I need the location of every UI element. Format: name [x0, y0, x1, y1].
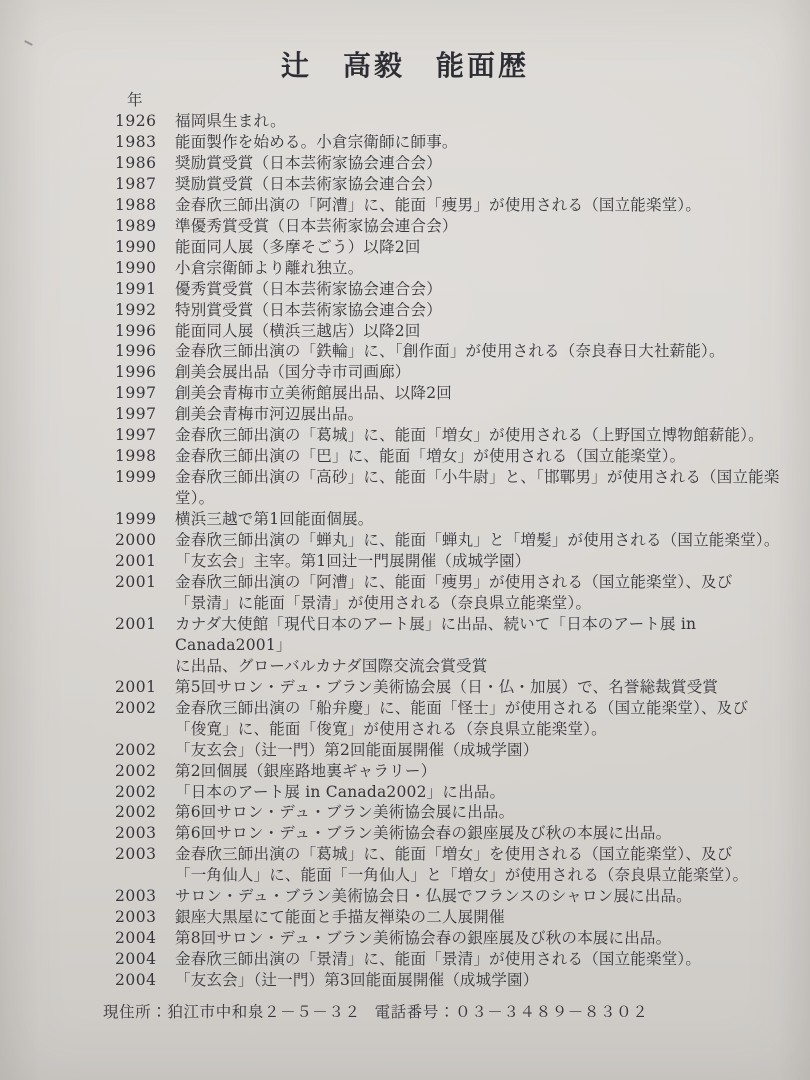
entry-year: 2004 — [115, 971, 157, 990]
entry-row — [115, 949, 780, 970]
entry-row — [115, 970, 780, 991]
entry-text: 金春欣三師出演の「巴」に、能面「増女」が使用される（国立能楽堂）。 — [175, 447, 686, 466]
entry-text: 能面同人展（横浜三越店）以降2回 — [175, 321, 421, 340]
entry-year: 2001 — [115, 614, 157, 633]
entry-text: 「日本のアート展 in Canada2002」に出品。 — [175, 782, 506, 801]
entry-row — [115, 886, 780, 907]
entry-year: 1988 — [115, 195, 157, 214]
entry-row — [115, 404, 780, 425]
page-title: 辻 高毅 能面歴 — [280, 49, 529, 82]
entry-row — [115, 216, 780, 237]
entry-year: 1996 — [115, 321, 157, 340]
entry-row — [115, 300, 780, 321]
entry-text: 金春欣三師出演の「蝉丸」に、能面「蝉丸」と「増髪」が使用される（国立能楽堂）。 — [175, 531, 780, 550]
entry-year: 1987 — [115, 174, 157, 193]
entry-year: 1997 — [115, 405, 157, 424]
entry-year: 1999 — [115, 468, 157, 487]
entry-text: 金春欣三師出演の「阿漕」に、能面「痩男」が使用される（国立能楽堂）、及び 「景清」に能面「景清」が使用される（奈良県立能楽堂）。 — [175, 572, 733, 612]
entry-year: 1997 — [115, 384, 157, 403]
entry-year: 1996 — [115, 342, 157, 361]
entry-row — [115, 572, 780, 614]
entry-year: 2004 — [115, 929, 157, 948]
entry-year: 2003 — [115, 824, 157, 843]
entry-year: 2002 — [115, 740, 157, 759]
entry-text: 準優秀賞受賞（日本芸術家協会連合会） — [175, 216, 458, 235]
entry-row — [115, 362, 780, 383]
entry-row — [115, 425, 780, 446]
entry-text: 「友玄会」主宰。第1回辻一門展開催（成城学園） — [175, 552, 531, 571]
entry-row — [115, 174, 780, 195]
entry-text: 創美会展出品（国分寺市司画廊） — [175, 363, 411, 382]
entry-year: 1992 — [115, 300, 157, 319]
entry-row — [115, 195, 780, 216]
entry-text: 第6回サロン・デュ・ブラン美術協会春の銀座展及び秋の本展に出品。 — [175, 824, 672, 843]
entry-year: 1997 — [115, 426, 157, 445]
entry-row — [115, 677, 780, 698]
entry-text: サロン・デュ・ブラン美術協会日・仏展でフランスのシャロン展に出品。 — [175, 887, 692, 906]
entry-text: 創美会青梅市河辺展出品。 — [175, 405, 364, 424]
entry-text: 金春欣三師出演の「高砂」に、能面「小牛尉」と、「邯鄲男」が使用される（国立能楽堂）。 — [175, 468, 780, 508]
entry-row — [115, 740, 780, 761]
entry-row — [115, 237, 780, 258]
entry-text: 金春欣三師出演の「鉄輪」に、「創作面」が使用される（奈良春日大社薪能）。 — [175, 342, 725, 361]
entry-year: 1989 — [115, 216, 157, 235]
entry-row — [115, 907, 780, 928]
entry-row — [115, 383, 780, 404]
entry-row — [115, 761, 780, 782]
entry-year: 2002 — [115, 698, 157, 717]
entry-year: 1990 — [115, 237, 157, 256]
address-text: 現住所：狛江市中和泉２－５－３２ — [103, 1003, 361, 1022]
entry-text: 特別賞受賞（日本芸術家協会連合会） — [175, 300, 442, 319]
entry-year: 2002 — [115, 761, 157, 780]
entry-text: 奨励賞受賞（日本芸術家協会連合会） — [175, 174, 442, 193]
entry-text: 金春欣三師出演の「船弁慶」に、能面「怪士」が使用される（国立能楽堂）、及び 「俊寛」に、能面「俊寛」が使用される（奈良県立能楽堂）。 — [175, 698, 749, 738]
entry-text: 金春欣三師出演の「阿漕」に、能面「痩男」が使用される（国立能楽堂）。 — [175, 195, 702, 214]
entry-text: 第6回サロン・デュ・ブラン美術協会展に出品。 — [175, 803, 515, 822]
entry-row — [115, 928, 780, 949]
entry-text: 金春欣三師出演の「景清」に、能面「景清」が使用される（国立能楽堂）。 — [175, 950, 702, 969]
entry-year: 1983 — [115, 132, 157, 151]
entry-row — [115, 782, 780, 803]
entry-row — [115, 698, 780, 740]
entry-row — [115, 802, 780, 823]
entry-row — [115, 509, 780, 530]
entry-year: 2002 — [115, 782, 157, 801]
entry-year: 1926 — [115, 112, 157, 130]
entry-text: 創美会青梅市立美術館展出品、以降2回 — [175, 384, 452, 403]
entry-row — [115, 341, 780, 362]
entry-year: 2003 — [115, 845, 157, 864]
year-column-header: 年 — [127, 91, 143, 109]
entry-row — [115, 111, 780, 132]
entry-text: 金春欣三師出演の「葛城」に、能面「増女」が使用される（上野国立博物館薪能）。 — [175, 426, 764, 445]
entry-year: 2001 — [115, 677, 157, 696]
entry-row — [115, 467, 780, 509]
entry-row — [115, 321, 780, 342]
footer-contact — [103, 1002, 810, 1023]
entry-row — [115, 279, 780, 300]
entry-text: 能面製作を始める。小倉宗衛師に師事。 — [175, 132, 458, 151]
entry-year: 1996 — [115, 363, 157, 382]
entry-text: 福岡県生まれ。 — [175, 112, 286, 130]
entry-text: カナダ大使館「現代日本のアート展」に出品、続いて「日本のアート展 in Canada2001」 に出品、グローバルカナダ国際交流会賞受賞 — [175, 614, 697, 675]
entry-text: 横浜三越で第1回能面個展。 — [175, 510, 374, 529]
chronology-list — [115, 111, 780, 991]
entry-row — [115, 551, 780, 572]
entry-text: 第8回サロン・デュ・ブラン美術協会春の銀座展及び秋の本展に出品。 — [175, 929, 672, 948]
entry-text: 能面同人展（多摩そごう）以降2回 — [175, 237, 421, 256]
entry-text: 「友玄会」（辻一門）第3回能面展開催（成城学園） — [175, 971, 539, 990]
entry-year: 1991 — [115, 279, 157, 298]
entry-row — [115, 823, 780, 844]
entry-year: 1986 — [115, 153, 157, 172]
entry-row — [115, 132, 780, 153]
entry-text: 第2回個展（銀座路地裏ギャラリー） — [175, 761, 437, 780]
entry-row — [115, 258, 780, 279]
entry-row — [115, 530, 780, 551]
entry-text: 奨励賞受賞（日本芸術家協会連合会） — [175, 153, 442, 172]
entry-year: 2002 — [115, 803, 157, 822]
entry-year: 2001 — [115, 552, 157, 571]
entry-year: 1998 — [115, 447, 157, 466]
entry-year: 2000 — [115, 531, 157, 550]
entry-text: 小倉宗衛師より離れ独立。 — [175, 258, 364, 277]
entry-row — [115, 844, 780, 886]
entry-text: 優秀賞受賞（日本芸術家協会連合会） — [175, 279, 442, 298]
entry-row — [115, 614, 780, 677]
entry-row — [115, 153, 780, 174]
entry-year: 2001 — [115, 572, 157, 591]
entry-text: 「友玄会」（辻一門）第2回能面展開催（成城学園） — [175, 740, 539, 759]
phone-text: 電話番号：０３－３４８９－８３０２ — [374, 1003, 649, 1022]
entry-year: 2003 — [115, 908, 157, 927]
entry-row — [115, 446, 780, 467]
entry-text: 金春欣三師出演の「葛城」に、能面「増女」を使用される（国立能楽堂）、及び 「一角仙人」に、能面「一角仙人」と「増女」が使用される（奈良県立能楽堂）。 — [175, 845, 749, 885]
entry-year: 2004 — [115, 950, 157, 969]
entry-year: 1999 — [115, 510, 157, 529]
entry-text: 第5回サロン・デュ・ブラン美術協会展（日・仏・加展）で、名誉総裁賞受賞 — [175, 677, 719, 696]
entry-year: 1990 — [115, 258, 157, 277]
entry-year: 2003 — [115, 887, 157, 906]
entry-text: 銀座大黒屋にて能面と手描友禅染の二人展開催 — [175, 908, 505, 927]
